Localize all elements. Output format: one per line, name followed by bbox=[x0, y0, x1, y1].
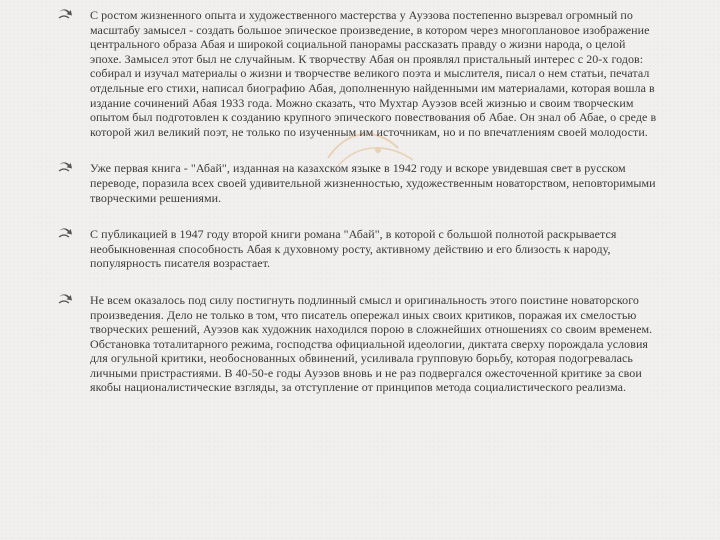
bullet-list bbox=[58, 8, 660, 417]
bullet-item-1 bbox=[58, 8, 660, 139]
bullet-text-4: Не всем оказалось под силу постигнуть подлинный смысл и оригинальность этого поистине новаторского произведения. Дело не только в том, что писатель опережал иных своих критиков, поражая их смелостью творческих решений, Ауэзов как художник находился порою в сложнейших отношениях со своим временем. Обстановка тоталитарного режима, господства официальной идеологии, диктата сверху порождала условия для огульной критики, необоснованных обвинений, усиливала групповую борьбу, которая подогревалась личными пристрастиями. В 40-50-е годы Ауэзов вновь и не раз подвергался ожесточенной критике за свои якобы националистические взгляды, за отступление от принципов метода социалистического реализма. bbox=[90, 292, 653, 395]
curved-arrow-bullet-icon bbox=[58, 162, 74, 174]
bullet-item-4 bbox=[58, 293, 660, 395]
curved-arrow-bullet-icon bbox=[58, 9, 74, 21]
bullet-text-3: С публикацией в 1947 году второй книги романа "Абай", в которой с большой полнотой раскрывается необыкновенная способность Абая к духовному росту, активному действию и его близость к народу, популярность писателя возрастает. bbox=[90, 227, 617, 271]
bullet-item-2 bbox=[58, 161, 660, 205]
bullet-item-3 bbox=[58, 227, 660, 271]
curved-arrow-bullet-icon bbox=[58, 228, 74, 240]
bullet-text-1: С ростом жизненного опыта и художественного мастерства у Ауэзова постепенно вызревал огромный по масштабу замысел - создать большое эпическое произведение, в котором через многоплановое изображение центрального образа Абая и широкой социальной панорамы рассказать правду о жизни народа, о целой эпохе. Замысел этот был не случайным. К творчеству Абая он проявлял пристальный интерес с 20-х годов: собирал и изучал материалы о жизни и творчестве великого поэта и мыслителя, писал о нем статьи, печатал отдельные его стихи, написал биографию Абая, дополненную найденными им материалами, которая вошла в издание сочинений Абая 1933 года. Можно сказать, что Мухтар Ауэзов всей жизнью и своим творческим опытом был подготовлен к созданию крупного эпического повествования об Абае. Он знал об Абае, о среде в которой жил великий поэт, не только по изученным им источникам, но и по впечатлениям своей молодости. bbox=[90, 8, 657, 139]
curved-arrow-bullet-icon bbox=[58, 294, 74, 306]
bullet-text-2: Уже первая книга - "Абай", изданная на казахском языке в 1942 году и вскоре увидевшая свет в русском переводе, поразила всех своей удивительной жизненностью, художественным новаторством, неповторимыми творческими решениями. bbox=[90, 161, 656, 205]
